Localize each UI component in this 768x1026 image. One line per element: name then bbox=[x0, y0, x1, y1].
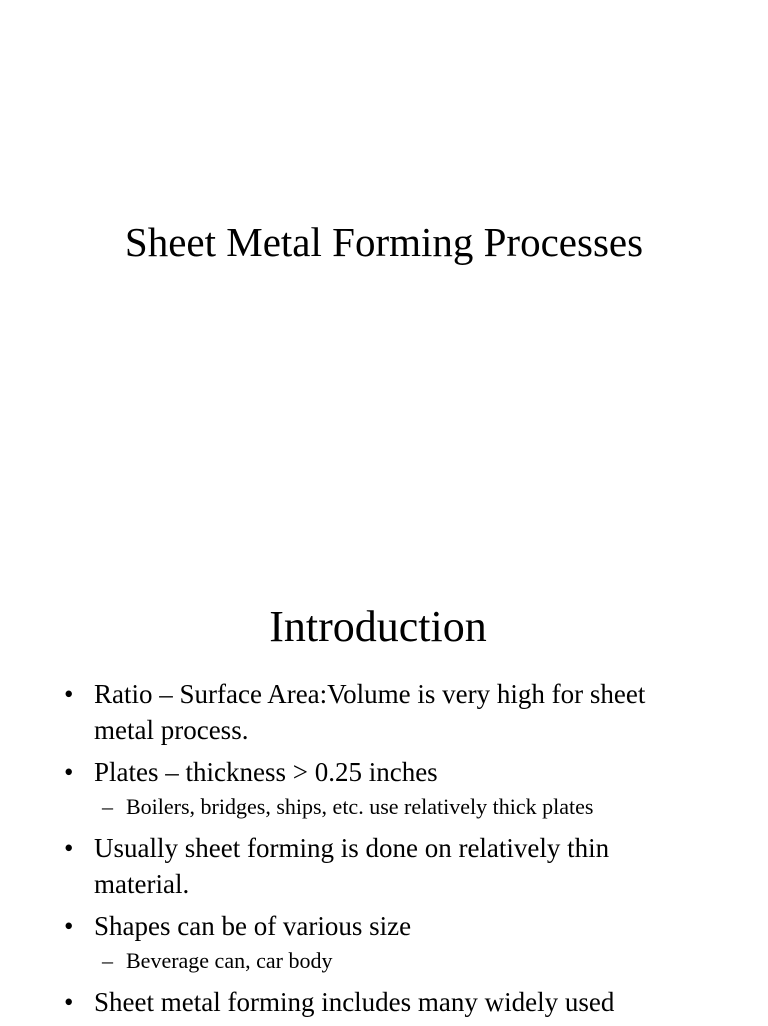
bullet-marker: • bbox=[64, 757, 74, 787]
sub-bullet-text: Beverage can, car body bbox=[126, 948, 333, 973]
sub-bullet-list bbox=[94, 944, 702, 978]
bullet-item bbox=[62, 676, 702, 748]
slide-title: Sheet Metal Forming Processes bbox=[124, 219, 644, 265]
bullet-marker: • bbox=[64, 987, 74, 1017]
sub-bullet-text: Boilers, bridges, ships, etc. use relatively thick plates bbox=[126, 794, 594, 819]
bullet-list bbox=[62, 676, 702, 1026]
bullet-marker: • bbox=[64, 911, 74, 941]
bullet-text: Ratio – Surface Area:Volume is very high for sheet metal process. bbox=[94, 679, 646, 745]
bullet-text: Usually sheet forming is done on relatively thin material. bbox=[94, 833, 610, 899]
sub-bullet-marker: – bbox=[102, 794, 113, 819]
bullet-text: Shapes can be of various size bbox=[94, 911, 412, 941]
sub-bullet-item bbox=[62, 790, 702, 824]
sub-bullet-item bbox=[62, 944, 702, 978]
sub-bullet-list bbox=[94, 790, 702, 824]
bullet-text: Plates – thickness > 0.25 inches bbox=[94, 757, 438, 787]
bullet-item bbox=[62, 908, 702, 978]
bullet-marker: • bbox=[64, 833, 74, 863]
bullet-text: Sheet metal forming includes many widely used bbox=[94, 987, 615, 1017]
bullet-item bbox=[62, 984, 702, 1020]
sub-bullet-marker: – bbox=[102, 948, 113, 973]
section-heading: Introduction bbox=[269, 602, 487, 651]
bullet-item bbox=[62, 830, 702, 902]
bullet-marker: • bbox=[64, 679, 74, 709]
bullet-item bbox=[62, 754, 702, 824]
